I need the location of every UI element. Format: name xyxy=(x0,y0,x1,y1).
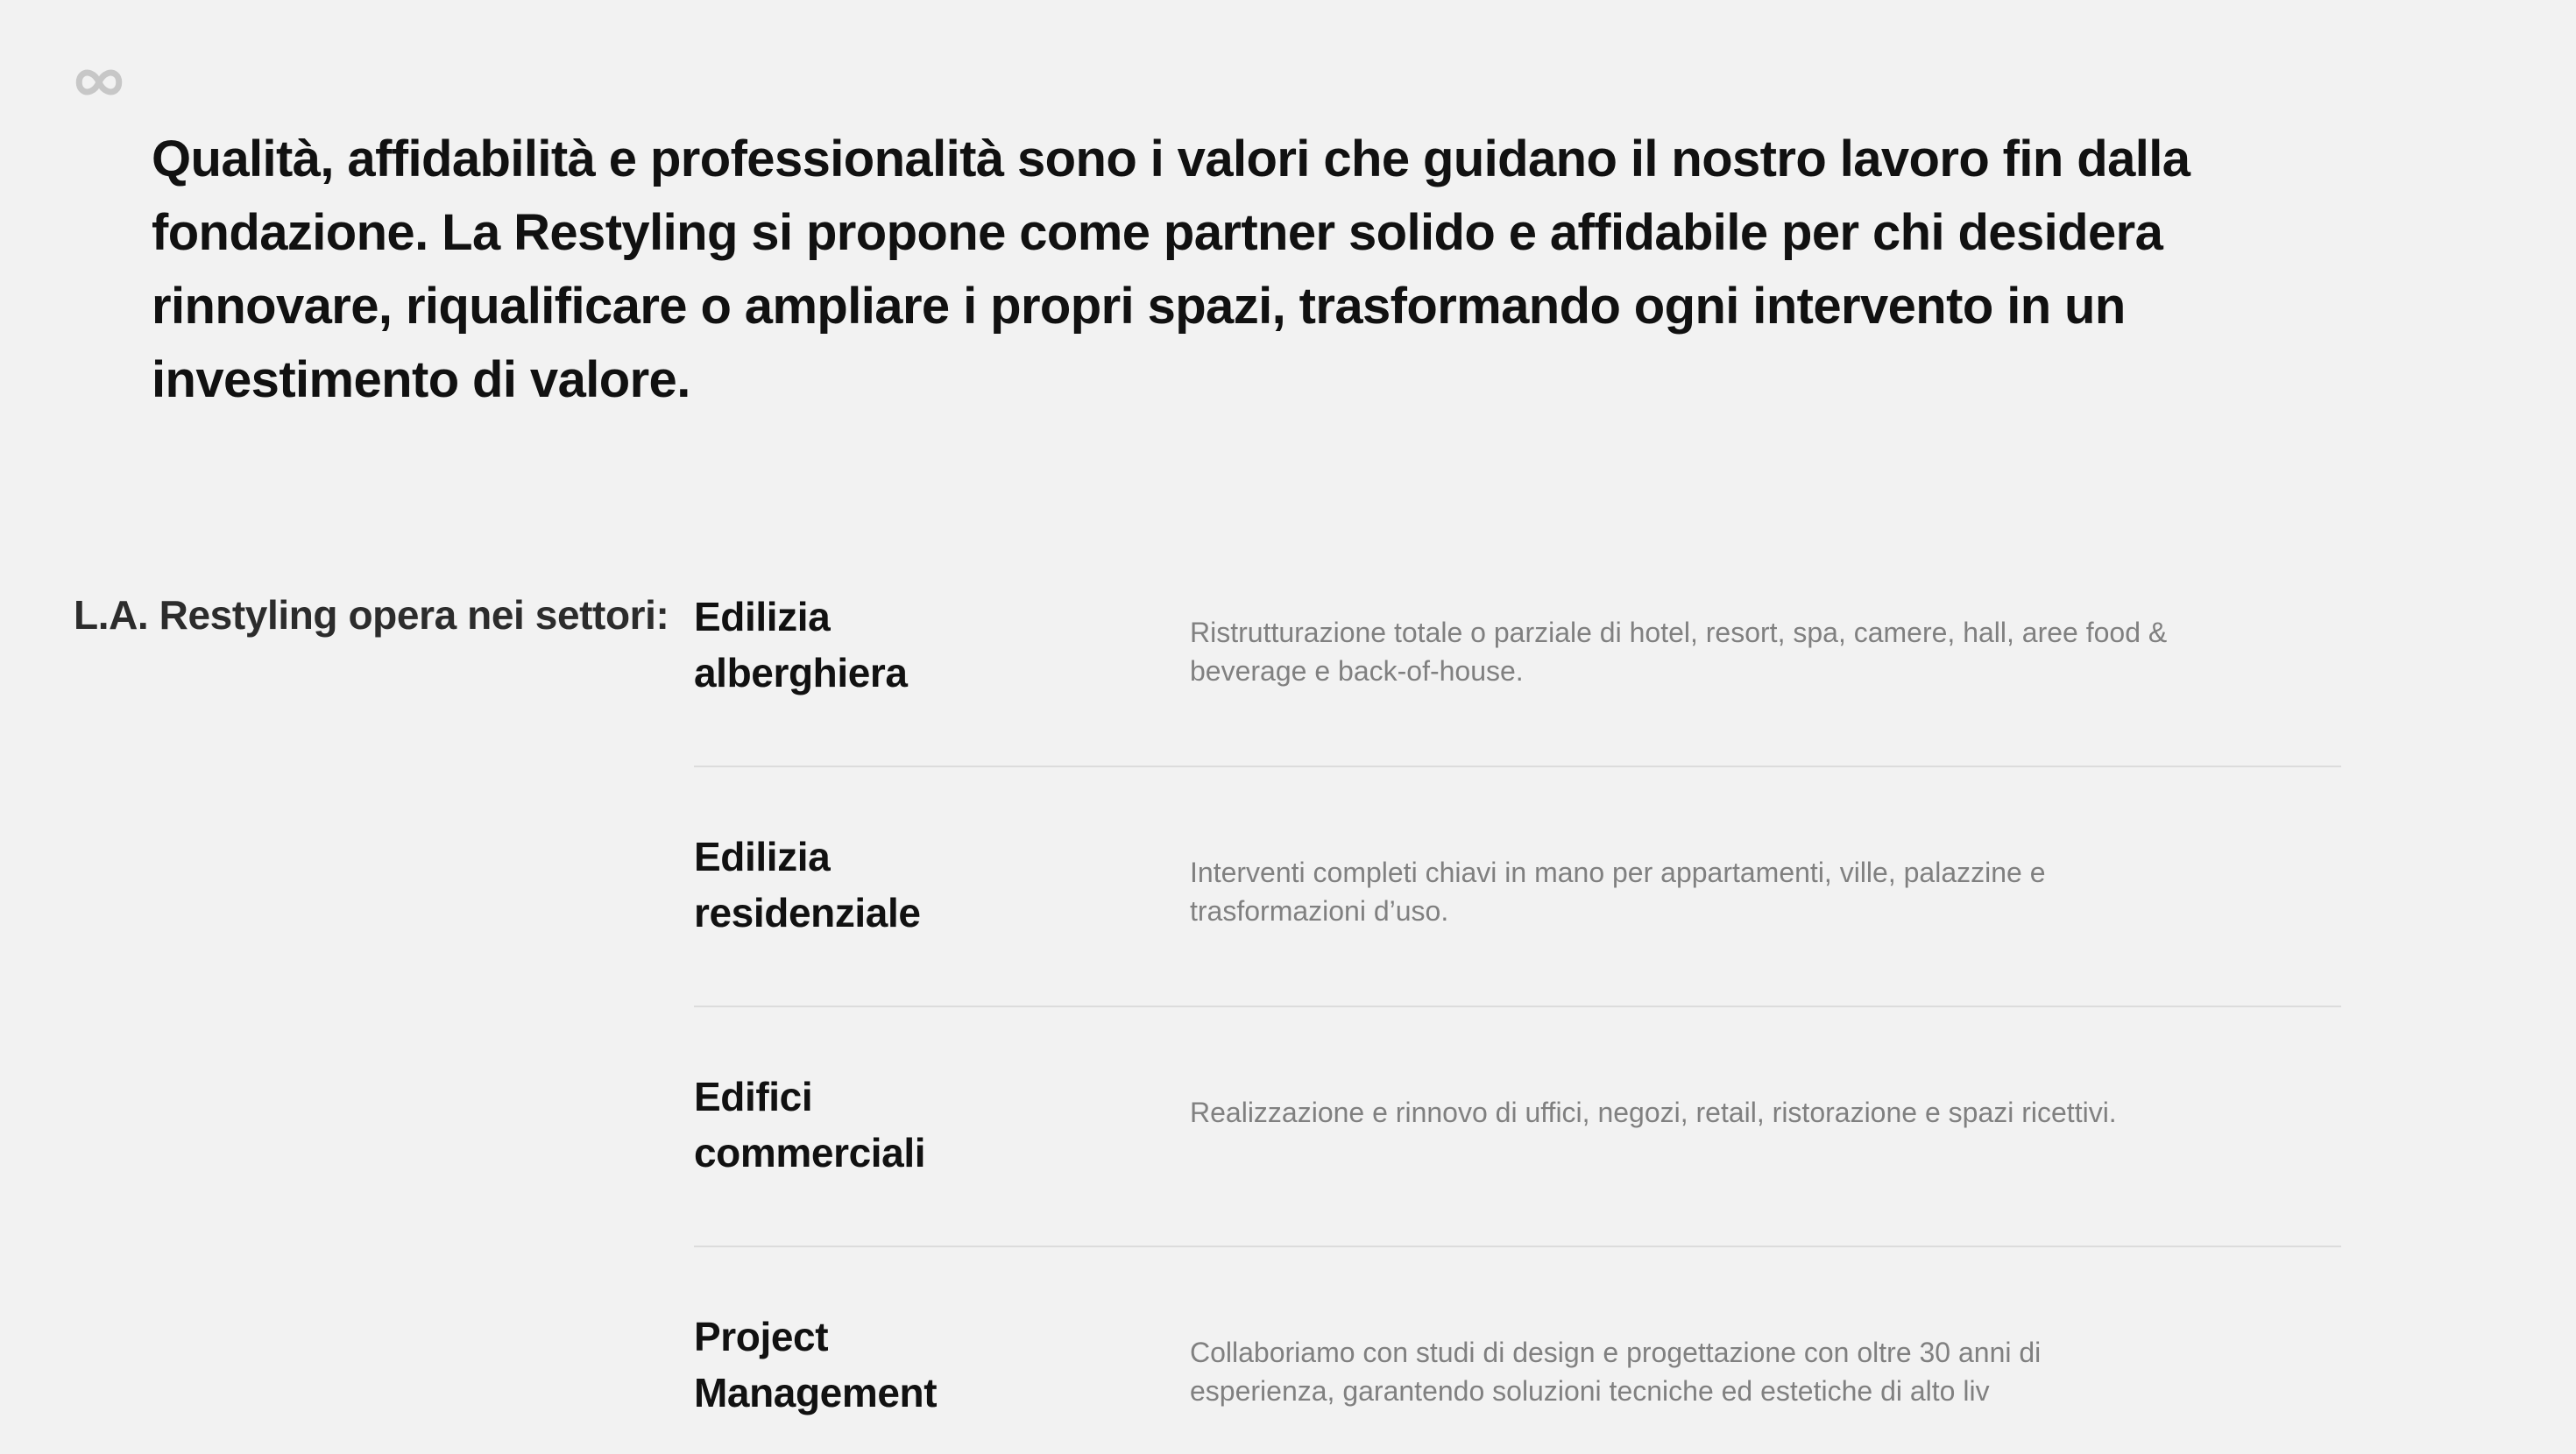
sector-title-line: Management xyxy=(694,1370,938,1415)
sector-title xyxy=(694,1069,1185,1181)
sector-description: Realizzazione e rinnovo di uffici, negozi, retail, ristorazione e spazi ricettivi. xyxy=(1190,1097,2117,1128)
sector-title xyxy=(694,1309,1185,1421)
sector-title-line: Edilizia xyxy=(694,594,831,639)
sector-title xyxy=(694,589,1185,701)
sector-title-line: alberghiera xyxy=(694,650,908,695)
sector-title-line: Edilizia xyxy=(694,834,831,879)
sectors-label: L.A. Restyling opera nei settori: xyxy=(74,592,669,638)
sector-divider xyxy=(694,766,2341,767)
sector-title-line: Edifici xyxy=(694,1074,813,1119)
sector-description: Interventi completi chiavi in mano per appartamenti, ville, palazzine e trasformazioni d’uso. xyxy=(1190,857,2046,927)
sector-title-line: residenziale xyxy=(694,890,921,935)
intro-paragraph: Qualità, affidabilità e professionalità sono i valori che guidano il nostro lavoro fin dalla fondazione. La Restyling si propone come partner solido e affidabile per chi desidera rinnovare, riqualificare o ampliare i propri spazi, trasformando ogni intervento in un investimento di valore. xyxy=(152,131,2190,408)
sector-description: Collaboriamo con studi di design e progettazione con oltre 30 anni di esperienza, garantendo soluzioni tecniche ed estetiche di alto liv xyxy=(1190,1337,2042,1407)
sector-title xyxy=(694,829,1185,941)
infinity-link-logo-icon xyxy=(74,67,128,98)
sector-divider xyxy=(694,1006,2341,1007)
sector-description: Ristrutturazione totale o parziale di hotel, resort, spa, camere, hall, aree food & beverage e back-of-house. xyxy=(1190,617,2168,687)
sector-title-line: commerciali xyxy=(694,1130,926,1175)
sector-divider xyxy=(694,1246,2341,1247)
sector-title-line: Project xyxy=(694,1314,829,1359)
